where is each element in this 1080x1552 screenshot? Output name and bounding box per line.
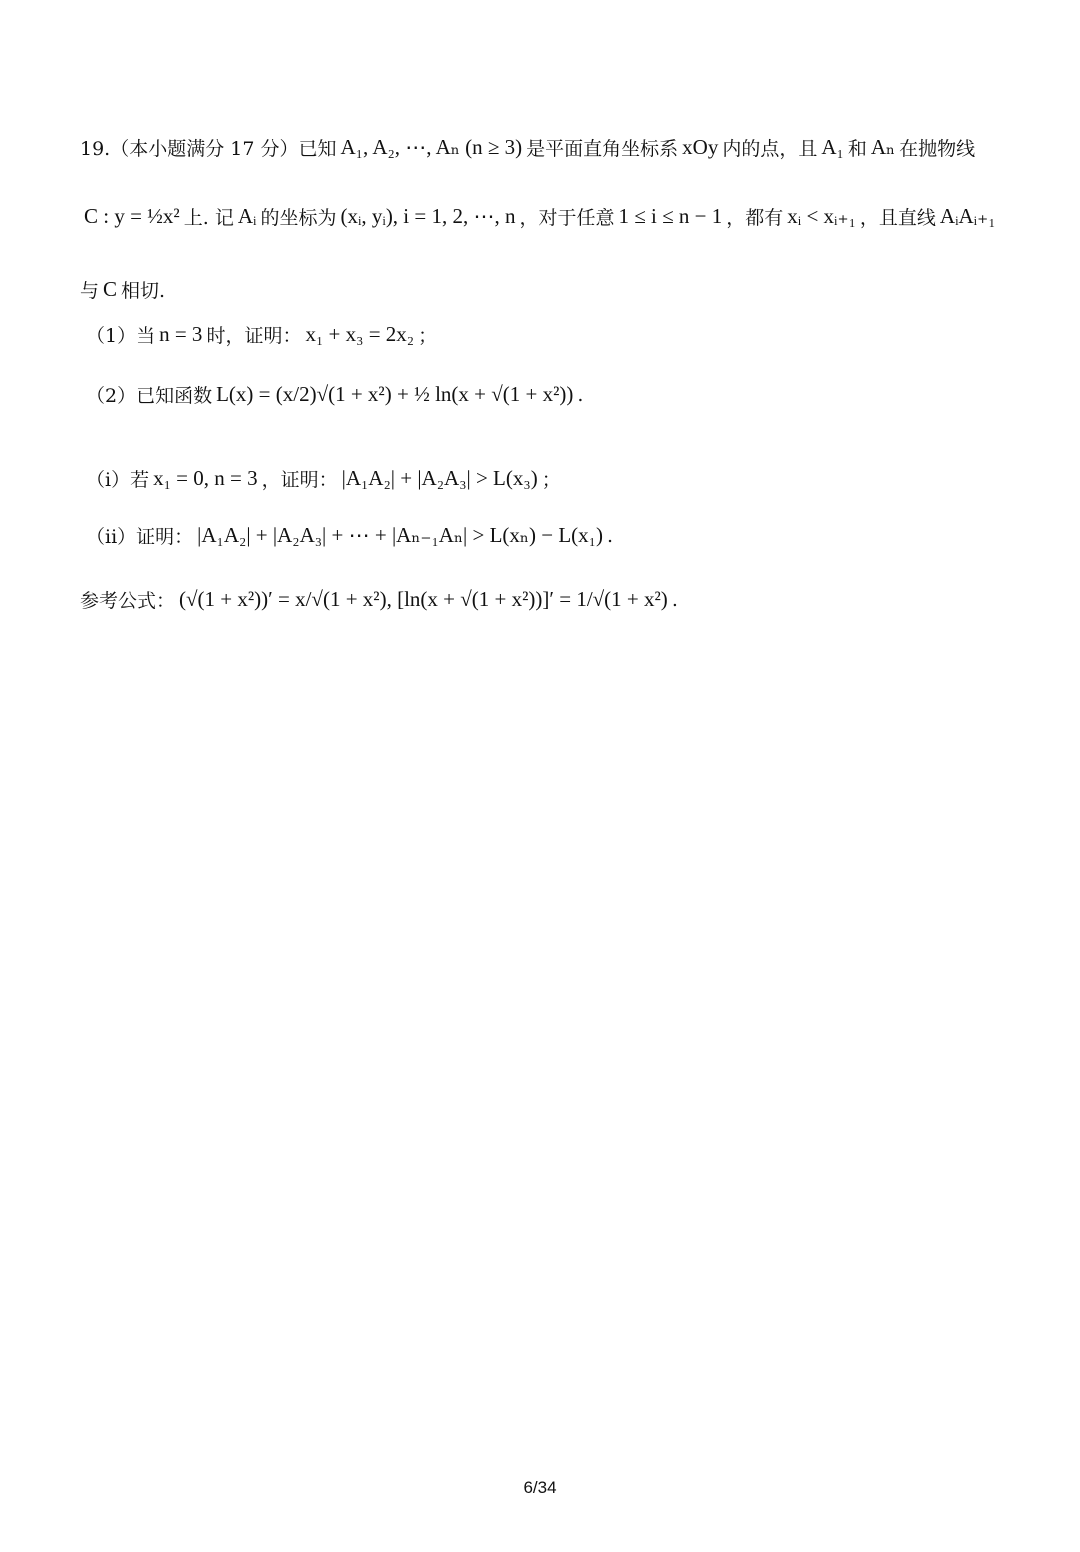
record-text: 上. 记 [183,207,234,229]
and-text: 和 [847,138,867,160]
page-number: 6/34 [523,1478,557,1497]
reference-formulas [80,586,1000,613]
a1-formula: A₁ [821,135,844,159]
part-2-label: （2）已知函数 [86,385,213,407]
with-text: 与 [80,280,100,302]
line-text: ，且直线 [859,207,936,229]
reference-end: . [671,588,678,611]
plane-text: 是平面直角坐标系 [526,138,679,160]
part-2 [86,381,1000,408]
part-1-label: （1）当 [86,325,156,347]
problem-intro-text: 19.（本小题满分 17 分）已知 [80,138,337,160]
part-1-text: 时，证明： [206,325,302,347]
xoy-formula: xOy [682,135,719,159]
part-1-claim-formula: x₁ + x₃ = 2x₂ [305,322,415,346]
part-2-i-text: ，证明： [261,469,338,491]
part-2-end: . [577,383,584,406]
part-2-ii-label: （ii）证明： [86,526,194,548]
problem-line-1 [80,134,1000,161]
range-formula: 1 ≤ i ≤ n − 1 [618,204,723,228]
part-1 [86,321,1000,348]
part-2-ii-end: . [607,524,614,547]
an-formula: Aₙ [870,135,896,159]
part-2-ii [86,522,1000,549]
any-text: ，对于任意 [519,207,615,229]
part-2-i-end: ； [541,469,561,491]
part-2-ii-claim-formula: |A₁A₂| + |A₂A₃| + ⋯ + |Aₙ₋₁Aₙ| > L(xₙ) − L(x₁) [197,523,603,547]
parabola-text: 在抛物线 [899,138,976,160]
coords-text: 的坐标为 [260,207,337,229]
curve-formula: C : y = ½x² [84,204,180,228]
have-text: ，都有 [726,207,784,229]
function-l-formula: L(x) = (x/2)√(1 + x²) + ½ ln(x + √(1 + x²)) [216,382,574,406]
points-formula: A₁, A₂, ⋯, Aₙ (n ≥ 3) [340,135,523,159]
tangent-line-formula: AᵢAᵢ₊₁ [939,204,996,228]
reference-label: 参考公式： [80,590,176,612]
problem-line-2 [80,203,1000,230]
part-2-i [86,465,1000,492]
ai-formula: Aᵢ [237,204,257,228]
c-formula: C [103,277,118,301]
part-1-end: ； [418,325,438,347]
coords-formula: (xᵢ, yᵢ), i = 1, 2, ⋯, n [340,204,516,228]
part-2-i-label: （i）若 [86,469,150,491]
problem-line-3 [80,276,1000,303]
reference-formula: (√(1 + x²))′ = x/√(1 + x²), [ln(x + √(1 + x²))]′ = 1/√(1 + x²) [179,587,668,611]
part-2-i-condition-formula: x₁ = 0, n = 3 [153,466,258,490]
part-2-i-claim-formula: |A₁A₂| + |A₂A₃| > L(x₃) [341,466,538,490]
points-text: 内的点，且 [722,138,818,160]
part-1-n-formula: n = 3 [159,322,203,346]
tangent-text: 相切. [121,280,166,302]
order-formula: xᵢ < xᵢ₊₁ [787,204,856,228]
